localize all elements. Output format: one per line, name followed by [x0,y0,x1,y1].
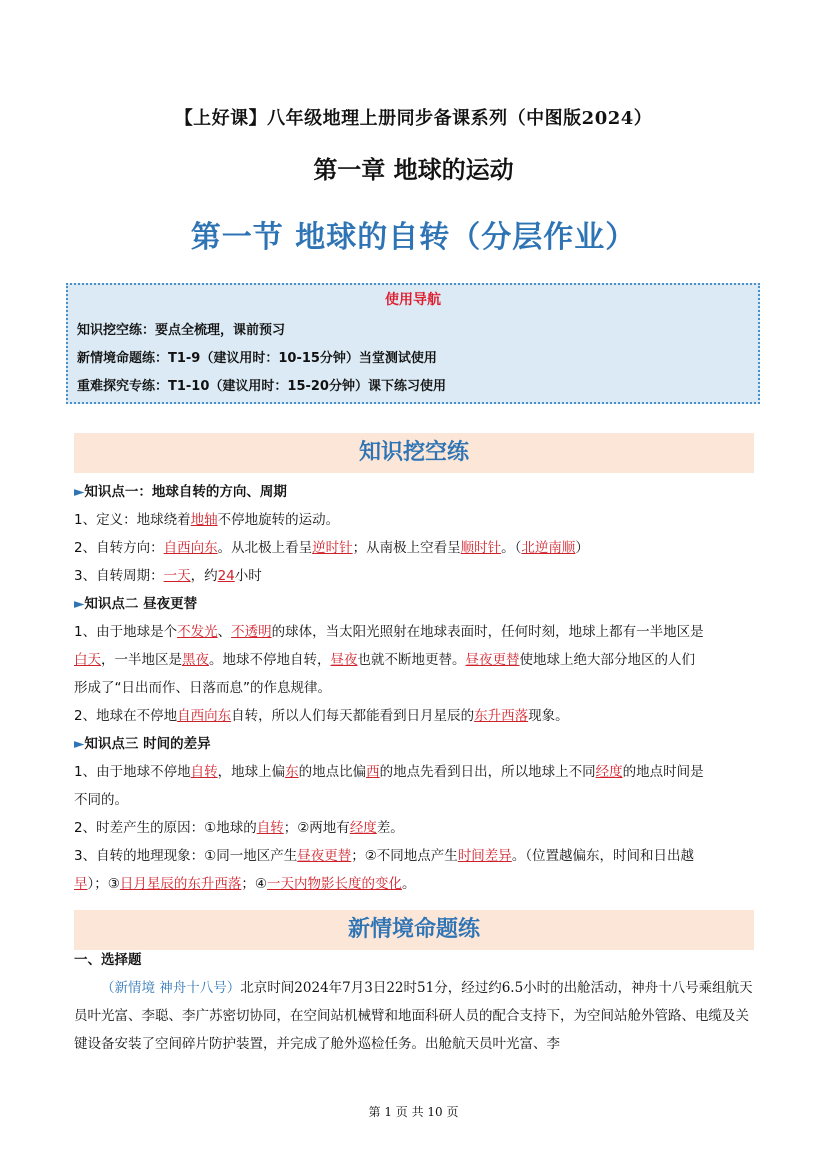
passage-context-tag: （新情境 神舟十八号） [101,980,241,996]
kp2-heading [74,590,758,618]
banner-knowledge: 知识挖空练 [74,433,754,473]
kp2-line4: 2、地球在不停地自西向东自转，所以人们每天都能看到日月星辰的东升西落现象。 [74,708,569,724]
page-footer: 第 1 页 共 10 页 [368,1105,459,1119]
kp3-line2: 不同的。 [74,792,128,808]
answer-blank: 自西向东 [163,540,218,556]
answer-blank: 不发光 [177,624,218,640]
answer-blank: 不透明 [231,624,272,640]
kp2-line1: 1、由于地球是个不发光、不透明的球体，当太阳光照射在地球表面时，任何时刻，地球上都有一半地区是 [74,624,704,640]
kp2-line3: 形成了“日出而作、日落而息”的作息规律。 [74,680,331,696]
answer-blank: 24 [217,568,235,584]
kp3-line3: 2、时差产生的原因：①地球的自转；②两地有经度差。 [74,820,404,836]
section-choice-title: 一、选择题 [74,952,142,968]
kp1-line3: 3、自转周期：一天，约24小时 [74,568,262,584]
answer-blank: 东升西落 [474,708,529,724]
nav-line-difficult: 重难探究专练：T1-10（建议用时：15-20分钟）课下练习使用 [77,379,446,394]
banner-new-context: 新情境命题练 [74,910,754,950]
kp1-title: 知识点一：地球自转的方向、周期 [84,484,287,500]
answer-blank: 一天 [163,568,191,584]
triangle-marker-icon: ► [74,596,85,612]
triangle-marker-icon: ► [74,736,85,752]
answer-blank: 自转 [190,764,218,780]
nav-title: 使用导航 [385,292,441,308]
kp1-heading [74,478,758,506]
kp3-line1: 1、由于地球不停地自转，地球上偏东的地点比偏西的地点先看到日出，所以地球上不同经度的地点时间是 [74,764,704,780]
answer-blank: 西 [366,764,380,780]
answer-blank: 早 [74,876,88,892]
kp1-line2: 2、自转方向：自西向东。从北极上看呈逆时针；从南极上空看呈顺时针。（北逆南顺） [74,540,589,556]
answer-blank: 逆时针 [312,540,353,556]
usage-navigation-box [66,283,760,404]
nav-line-knowledge: 知识挖空练：要点全梳理，课前预习 [77,323,286,338]
kp3-line5: 早）；③日月星辰的东升西落；④一天内物影长度的变化。 [74,876,416,892]
kp3-heading [74,730,758,758]
question-passage [74,974,758,1058]
kp2-title: 知识点二 昼夜更替 [84,596,198,612]
answer-blank: 顺时针 [460,540,502,556]
section-heading-container [74,946,758,974]
kp2-line2: 白天，一半地区是黑夜。地球不停地自转，昼夜也就不断地更替。昼夜更替使地球上绝大部分地区的人们 [74,652,695,668]
answer-blank: 一天内物影长度的变化 [266,876,402,892]
answer-blank: 时间差异 [457,848,512,864]
answer-blank: 黑夜 [182,652,209,668]
kp3-line4: 3、自转的地理现象：①同一地区产生昼夜更替；②不同地点产生时间差异。（位置越偏东，时间和日出越 [74,848,695,864]
answer-blank: 日月星辰的东升西落 [119,876,242,892]
passage-text: 北京时间2024年7月3日22时51分，经过约6.5小时的出舱活动，神舟十八号乘组航天员叶光富、李聪、李广苏密切协同，在空间站机械臂和地面科研人员的配合支持下，为空间站舱外管路、电缆及关键设备安装了空间碎片防护装置，并完成了舱外巡检任务。出舱航天员叶光富、李 [74,980,753,1052]
kp1-line1: 1、定义：地球绕着地轴不停地旋转的运动。 [74,512,340,528]
series-title: 【上好课】八年级地理上册同步备课系列（中图版2024） [174,108,653,129]
knowledge-content [74,478,758,898]
answer-blank: 昼夜更替 [297,848,352,864]
nav-line-new-context: 新情境命题练：T1-9（建议用时：10-15分钟）当堂测试使用 [77,351,437,366]
answer-blank: 白天 [74,652,101,668]
answer-blank: 昼夜 [330,652,358,668]
answer-blank: 地轴 [190,512,218,528]
answer-blank: 东 [285,764,299,780]
answer-blank: 经度 [595,764,623,780]
answer-blank: 自西向东 [177,708,232,724]
triangle-marker-icon: ► [74,484,85,500]
chapter-title: 第一章 地球的运动 [313,156,514,184]
answer-blank: 经度 [349,820,377,836]
answer-blank: 北逆南顺 [521,540,576,556]
section-title: 第一节 地球的自转（分层作业） [190,220,637,255]
answer-blank: 昼夜更替 [465,652,520,668]
answer-blank: 自转 [256,820,284,836]
kp3-title: 知识点三 时间的差异 [84,736,211,752]
